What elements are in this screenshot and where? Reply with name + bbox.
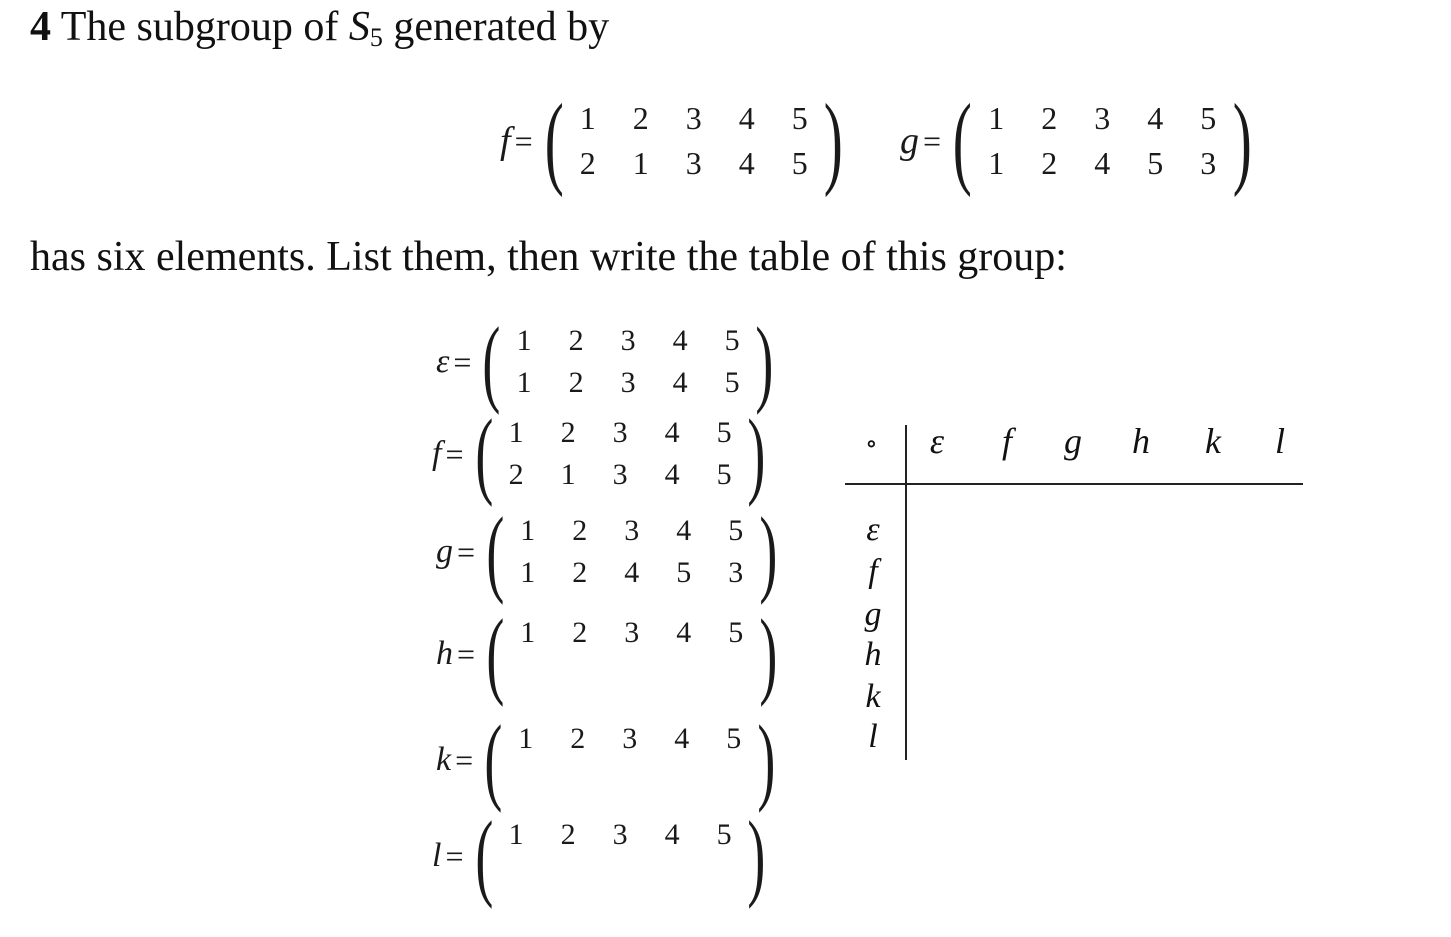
generator-f: f = ( 1 2 3 4 5 2 1 3 4 5 ) [500,83,844,198]
row-header: f [868,553,878,590]
table-horizontal-rule [845,483,1303,485]
column-header: g [1064,421,1082,461]
row-header: g [864,596,882,633]
problem-text-before: The subgroup of [60,4,349,50]
generator-label: f [500,120,511,162]
element-f: f = ( 1 2 3 4 5 2 1 3 4 5 ) [432,400,766,508]
generator-g: g = ( 1 2 3 4 5 1 2 4 5 3 ) [900,83,1252,198]
row-header: h [864,636,882,673]
problem-text-after: generated by [382,4,610,50]
problem-statement [30,2,609,63]
generator-label: g [900,120,919,162]
element-epsilon: ε = ( 1 2 3 4 5 1 2 3 4 5 ) [436,308,774,416]
permutation-matrix: 1 2 3 4 5 1 2 4 5 3 [988,100,1217,181]
element-l: l = ( 1 2 3 4 5 ) [432,802,766,910]
column-header: ε [929,421,945,461]
problem-number: 4 [30,4,51,50]
group-table [845,415,1305,760]
element-g: g = ( 1 2 3 4 5 1 2 4 5 3 ) [436,498,777,606]
row-header: k [865,678,881,715]
column-header: l [1274,421,1285,461]
row-header: l [868,718,878,755]
operation-symbol: ∘ [865,429,878,458]
permutation-matrix: 1 2 3 4 5 2 1 3 4 5 [579,100,808,181]
table-vertical-rule [905,425,907,760]
element-k: k = ( 1 2 3 4 5 ) [436,706,776,814]
group-subscript: 5 [369,23,383,52]
column-header: h [1132,421,1150,461]
instruction-text: has six elements. List them, then write the table of this group: [30,234,1067,280]
column-header: f [1001,421,1012,461]
element-h: h = ( 1 2 3 4 5 ) [436,600,777,708]
row-header: ε [866,511,880,548]
column-header: k [1205,421,1221,461]
group-symbol: S [348,4,370,50]
